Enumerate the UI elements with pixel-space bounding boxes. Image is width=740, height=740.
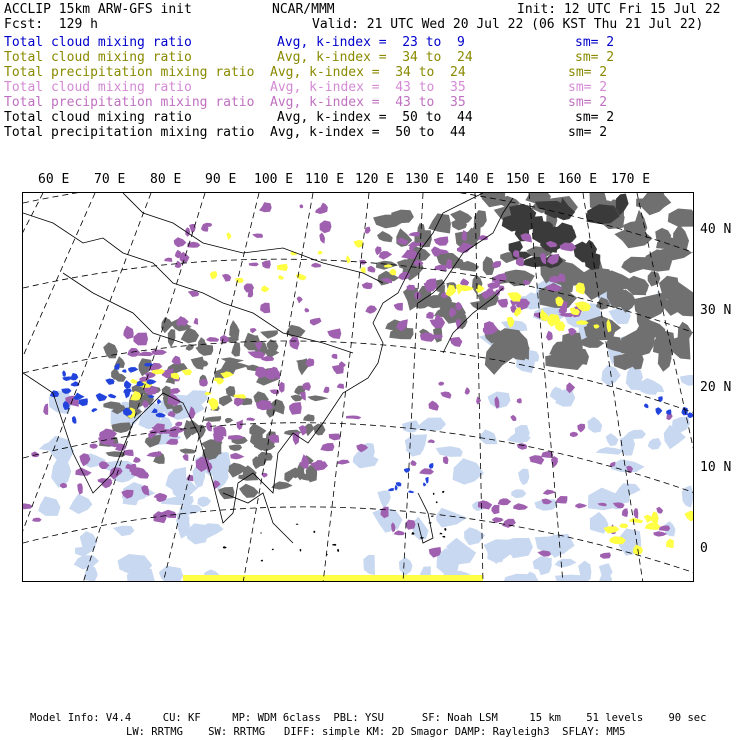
precip-purple-area [206, 337, 219, 342]
precip-purple-area [513, 503, 528, 510]
precip-purple-area [154, 493, 168, 499]
cloud-yellow-area [226, 232, 231, 240]
cloud-gray-area [260, 330, 278, 339]
island [442, 536, 445, 538]
precip-purple-area [279, 382, 285, 393]
cloud-blue-area [91, 408, 97, 412]
lon-label: 120 E [355, 172, 395, 187]
cloud-yellow-area [354, 240, 364, 248]
precip-purple-area [546, 331, 553, 341]
precip-purple-area [261, 473, 268, 478]
island [436, 501, 438, 503]
cloud-yellow-area [645, 523, 661, 530]
light-cloud-area [511, 489, 526, 498]
island [433, 493, 435, 495]
precip-purple-area [427, 439, 435, 443]
precip-purple-area [262, 260, 271, 268]
precip-purple-area [465, 387, 470, 394]
cloud-blue-area [408, 490, 414, 493]
cloud-yellow-area [361, 267, 366, 273]
lat-label: 10 N [700, 460, 732, 475]
cloud-gray-area [239, 484, 259, 498]
light-cloud-area [69, 494, 92, 514]
precip-purple-area [332, 354, 338, 359]
lon-label: 150 E [506, 172, 546, 187]
light-cloud-area [453, 458, 485, 484]
cloud-gray-area [249, 423, 266, 437]
field-avg: Avg, k-index = 23 to 9 [277, 35, 465, 50]
cloud-yellow-area [233, 394, 246, 399]
precip-purple-area [337, 384, 344, 389]
precip-purple-area [175, 422, 182, 427]
footer-model-info: Model Info: V4.4 CU: KF MP: WDM 6class PBL: YSU SF: Noah LSM 15 km 51 levels 90 sec [30, 712, 707, 724]
precip-purple-area [327, 328, 341, 339]
island [261, 560, 263, 562]
precip-purple-area [394, 530, 405, 535]
cloud-gray-area [621, 330, 655, 357]
precip-purple-area [575, 503, 587, 508]
precip-purple-area [194, 318, 199, 325]
light-cloud-area [74, 555, 99, 569]
cloud-gray-area [203, 416, 221, 422]
light-cloud-area [518, 469, 529, 486]
precip-purple-area [450, 337, 463, 347]
cloud-blue-area [124, 380, 132, 389]
precip-purple-area [236, 420, 242, 431]
precip-purple-area [250, 328, 257, 333]
cloud-yellow-area [318, 251, 323, 255]
precip-purple-area [222, 274, 231, 282]
precip-purple-area [443, 456, 448, 464]
cloud-gray-area [219, 395, 233, 407]
precip-purple-area [293, 432, 300, 445]
field-smoothing: sm= 2 [568, 80, 608, 95]
field-avg: Avg, k-index = 43 to 35 [270, 95, 466, 110]
island [444, 528, 446, 531]
precip-purple-area [362, 282, 373, 289]
precip-purple-area [146, 451, 162, 457]
precip-purple-area [517, 398, 522, 403]
precip-purple-area [252, 234, 263, 238]
precip-purple-area [491, 505, 499, 514]
cloud-gray-area [225, 418, 233, 423]
header-title: ACCLIP 15km ARW-GFS init [4, 2, 192, 17]
precip-purple-area [32, 518, 42, 522]
precip-purple-area [230, 453, 244, 460]
precip-purple-area [133, 457, 141, 463]
precip-purple-area [259, 202, 272, 212]
cloud-gray-area [505, 270, 535, 287]
cloud-yellow-area [651, 511, 658, 524]
lon-label: 100 E [254, 172, 294, 187]
cloud-blue-area [388, 488, 394, 491]
precip-purple-area [320, 220, 332, 233]
light-cloud-area [648, 438, 662, 450]
precip-purple-area [310, 318, 322, 326]
field-name: Total cloud mixing ratio [4, 80, 192, 95]
cloud-gray-area [103, 401, 121, 409]
cloud-blue-area [644, 403, 649, 408]
island [300, 549, 302, 552]
precip-purple-area [346, 416, 362, 420]
cloud-gray-area [229, 445, 243, 451]
cloud-gray-area [231, 342, 240, 357]
cloud-gray-area [218, 487, 235, 499]
precip-purple-area [260, 303, 270, 314]
map-panel [22, 192, 694, 582]
field-smoothing: sm= 2 [568, 95, 608, 110]
precip-purple-area [426, 312, 434, 319]
cloud-blue-area [157, 399, 161, 404]
precip-purple-area [497, 299, 508, 308]
light-cloud-area [197, 497, 211, 508]
island [337, 549, 339, 552]
lon-label: 160 E [558, 172, 598, 187]
longitude-gridline [23, 193, 43, 582]
field-name: Total cloud mixing ratio [4, 50, 192, 65]
light-cloud-area [624, 430, 646, 439]
cloud-gray-area [428, 213, 451, 233]
cloud-blue-area [122, 369, 127, 372]
cloud-gray-area [377, 231, 393, 242]
cloud-yellow-area [235, 278, 244, 283]
cloud-yellow-area [570, 308, 576, 312]
forecast-map [23, 193, 694, 582]
island [272, 549, 274, 551]
precip-purple-area [183, 454, 189, 461]
precip-purple-area [476, 396, 481, 404]
precip-purple-area [510, 415, 516, 421]
precip-purple-area [164, 258, 172, 262]
cloud-gray-area [668, 209, 694, 227]
field-smoothing: sm= 2 [568, 65, 608, 80]
island [442, 491, 444, 494]
cloud-gray-area [614, 228, 652, 248]
precip-purple-area [172, 356, 181, 365]
cloud-gray-area [111, 369, 119, 380]
precip-purple-area [320, 443, 334, 451]
cloud-yellow-band [183, 575, 483, 581]
precip-purple-area [249, 263, 259, 267]
precip-purple-area [434, 236, 449, 245]
cloud-blue-area [62, 370, 66, 377]
light-cloud-area [680, 375, 694, 386]
cloud-blue-area [96, 393, 108, 401]
cloud-yellow-area [685, 511, 695, 522]
cloud-gray-area [648, 271, 661, 286]
precip-purple-area [123, 326, 133, 340]
precip-purple-area [23, 503, 33, 509]
cloud-gray-area [229, 320, 239, 339]
precip-purple-area [175, 261, 182, 269]
precip-purple-area [411, 460, 417, 466]
island [429, 522, 432, 523]
lat-label: 20 N [700, 380, 732, 395]
cloud-yellow-area [210, 271, 217, 279]
cloud-blue-area [108, 394, 117, 399]
longitude-gridline [323, 193, 369, 582]
island [296, 524, 299, 525]
cloud-blue-area [62, 376, 71, 381]
field-smoothing: sm= 2 [575, 35, 615, 50]
lon-label: 80 E [150, 172, 182, 187]
field-smoothing: sm= 2 [575, 50, 615, 65]
lon-label: 130 E [405, 172, 445, 187]
cloud-yellow-area [208, 398, 219, 411]
header-valid: Valid: 21 UTC Wed 20 Jul 22 (06 KST Thu 21 Jul 22) [312, 17, 704, 32]
precip-purple-area [300, 204, 304, 208]
cloud-blue-area [70, 373, 78, 381]
precip-purple-area [600, 553, 611, 559]
light-cloud-area [526, 572, 539, 583]
precip-purple-area [406, 520, 416, 530]
precip-purple-area [577, 424, 585, 433]
light-cloud-area [480, 429, 497, 444]
cloud-yellow-area [629, 518, 643, 523]
longitude-gridline [475, 193, 483, 582]
cloud-yellow-area [346, 255, 351, 264]
light-cloud-area [606, 433, 619, 446]
precip-purple-area [394, 303, 403, 311]
field-avg: Avg, k-index = 34 to 24 [277, 50, 473, 65]
header-org: NCAR/MMM [272, 2, 335, 17]
field-name: Total precipitation mixing ratio [4, 125, 255, 140]
precip-purple-area [440, 392, 451, 399]
lon-label: 90 E [205, 172, 237, 187]
precip-purple-area [408, 232, 420, 237]
precip-purple-area [365, 227, 371, 234]
field-name: Total precipitation mixing ratio [4, 95, 255, 110]
light-cloud-area [399, 557, 413, 576]
precip-purple-area [429, 401, 440, 411]
precip-purple-area [656, 507, 663, 514]
light-cloud-area [377, 490, 391, 508]
cloud-blue-area [404, 468, 410, 473]
precip-purple-area [419, 468, 434, 474]
precip-purple-area [90, 444, 98, 449]
cloud-yellow-area [277, 264, 288, 271]
field-name: Total cloud mixing ratio [4, 35, 192, 50]
light-cloud-area [416, 418, 446, 431]
precip-purple-area [43, 404, 48, 415]
precip-purple-area [133, 333, 148, 346]
precip-purple-area [610, 462, 616, 467]
island [260, 532, 262, 533]
cloud-yellow-area [604, 526, 620, 533]
island [332, 544, 336, 546]
precip-purple-area [244, 283, 254, 292]
cloud-yellow-area [295, 274, 306, 281]
cloud-blue-area [79, 398, 88, 406]
cloud-gray-area [179, 449, 197, 454]
light-cloud-area [588, 417, 603, 433]
light-cloud-area [436, 446, 463, 457]
precip-purple-area [543, 490, 556, 495]
cloud-yellow-area [181, 369, 192, 375]
precip-purple-area [460, 278, 469, 285]
lon-label: 70 E [94, 172, 126, 187]
precip-purple-area [311, 263, 321, 268]
precip-purple-area [332, 365, 344, 374]
precip-purple-area [379, 251, 392, 260]
field-avg: Avg, k-index = 50 to 44 [277, 110, 473, 125]
field-avg: Avg, k-index = 50 to 44 [270, 125, 466, 140]
lat-label: 40 N [700, 222, 732, 237]
cloud-blue-area [423, 482, 426, 486]
field-avg: Avg, k-index = 43 to 35 [270, 80, 466, 95]
lon-label: 110 E [305, 172, 345, 187]
precip-purple-area [517, 443, 528, 449]
cloud-blue-area [655, 407, 662, 415]
cloud-blue-area [128, 367, 138, 373]
light-cloud-area [596, 447, 625, 455]
field-smoothing: sm= 2 [568, 125, 608, 140]
lon-label: 140 E [455, 172, 495, 187]
cloud-yellow-area [507, 292, 521, 301]
cloud-blue-area [72, 416, 77, 424]
precip-purple-area [634, 508, 639, 518]
light-cloud-area [38, 496, 60, 516]
light-cloud-area [555, 559, 577, 568]
precip-purple-area [246, 418, 255, 422]
island [223, 546, 227, 548]
cloud-gray-area [303, 414, 315, 421]
cloud-gray-area [221, 357, 245, 364]
precip-purple-area [365, 305, 377, 314]
precip-purple-area [438, 382, 444, 386]
precip-purple-area [323, 387, 329, 394]
field-smoothing: sm= 2 [575, 110, 615, 125]
cloud-gray-area [307, 395, 328, 401]
lon-label: 60 E [38, 172, 70, 187]
precip-purple-area [297, 296, 303, 303]
precip-purple-area [220, 335, 230, 343]
cloud-yellow-area [619, 524, 628, 529]
precip-purple-area [555, 496, 567, 504]
cloud-blue-area [425, 477, 428, 484]
lon-label: 170 E [611, 172, 651, 187]
cloud-blue-area [429, 463, 434, 469]
lat-label: 30 N [700, 303, 732, 318]
footer-physics-info: LW: RRTMG SW: RRTMG DIFF: simple KM: 2D Smagor DAMP: Rayleigh3 SFLAY: MM5 [126, 726, 626, 738]
precip-purple-area [319, 233, 325, 244]
cloud-yellow-area [278, 275, 284, 280]
light-cloud-area [363, 555, 375, 576]
precip-purple-area [289, 402, 302, 415]
cloud-blue-area [105, 379, 114, 385]
header-fcst: Fcst: 129 h [4, 17, 98, 32]
island [439, 533, 442, 535]
cloud-yellow-area [644, 515, 652, 523]
island [431, 516, 434, 518]
cloud-gray-area [284, 471, 294, 482]
light-cloud-area [165, 467, 186, 491]
lat-label: 0 [700, 541, 708, 556]
precip-purple-area [289, 337, 299, 350]
light-cloud-area [159, 566, 183, 582]
header-init: Init: 12 UTC Fri 15 Jul 22 [517, 2, 721, 17]
field-name: Total precipitation mixing ratio [4, 65, 255, 80]
precip-purple-area [622, 508, 628, 517]
precip-purple-area [659, 526, 671, 532]
precip-purple-area [502, 519, 516, 528]
cloud-yellow-area [666, 539, 674, 548]
cloud-gray-area [391, 210, 414, 224]
precip-purple-area [329, 434, 341, 441]
field-name: Total cloud mixing ratio [4, 110, 192, 125]
island [313, 531, 315, 533]
precip-purple-area [368, 266, 376, 273]
cloud-yellow-area [261, 286, 269, 293]
precip-purple-area [170, 388, 181, 394]
field-avg: Avg, k-index = 34 to 24 [270, 65, 466, 80]
cloud-gray-area [642, 193, 668, 215]
coastline [123, 193, 383, 283]
precip-purple-area [570, 432, 578, 437]
precip-purple-area [305, 308, 310, 313]
cloud-blue-area [666, 409, 671, 415]
longitude-gridline [23, 193, 95, 582]
precip-purple-area [338, 460, 350, 465]
precip-purple-area [151, 350, 167, 355]
light-cloud-area [113, 526, 134, 536]
precip-purple-area [498, 498, 512, 505]
precip-purple-area [462, 230, 467, 241]
precip-purple-area [77, 483, 83, 494]
